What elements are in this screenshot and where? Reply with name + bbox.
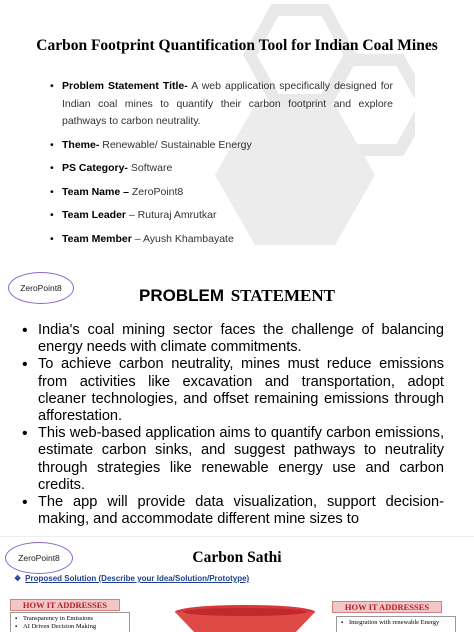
slide-title [0, 280, 474, 308]
feature-item: ▪ AI Driven Decision Making [15, 623, 125, 631]
solution-slide [0, 536, 474, 632]
item-value: A web application specifically designed for Indian coal mines to quantify their carbon footprint and explore pathways to carbon neutrality. [62, 80, 393, 127]
bullet-item: • This web-based application aims to quantify carbon emissions, estimate carbon sinks, and suggest pathways to neutrality through strategies like renewable energy use and carbon credits. [22, 425, 444, 494]
item-value: Software [127, 162, 173, 174]
right-feature-box [336, 616, 456, 632]
list-item [48, 184, 393, 202]
team-badge: ZeroPoint8 [8, 272, 74, 304]
item-label: Team Leader [62, 209, 126, 221]
bullet-item: • India's coal mining sector faces the challenge of balancing energy needs with climate commitments. [22, 322, 444, 356]
team-badge: ZeroPoint8 [5, 542, 73, 574]
item-label: PS Category- [62, 162, 128, 174]
item-value: – Ruturaj Amrutkar [126, 209, 217, 221]
slide-title: Carbon Footprint Quantification Tool for Indian Coal Mines [36, 37, 438, 54]
item-value: Renewable/ Sustainable Energy [99, 138, 252, 151]
list-item [48, 78, 393, 131]
item-label: Team Name – [62, 185, 129, 198]
list-item [48, 160, 393, 178]
how-it-addresses-label-left: HOW IT ADDRESSES [10, 599, 120, 611]
list-item [48, 231, 393, 249]
item-value: ZeroPoint8 [128, 185, 184, 198]
details-list [48, 78, 393, 254]
star-bullet-icon: ❖ [14, 574, 22, 583]
title-part: STATEMENT [230, 286, 335, 305]
item-label: Theme- [62, 138, 100, 151]
left-feature-box [10, 612, 130, 632]
bullet-item: • The app will provide data visualization, support decision-making, and accommodate different mine sizes to [22, 494, 444, 528]
proposed-solution-text: Proposed Solution (Describe your Idea/Solution/Prototype) [25, 574, 250, 583]
title-part: PROBLEM [139, 286, 225, 305]
bullet-item: • To achieve carbon neutrality, mines must reduce emissions from activities like excavation and transportation, adopt cleaner technologies, and offset remaining emissions through afforestation. [22, 356, 444, 425]
slide-title: Carbon Sathi [192, 549, 282, 566]
feature-item: ▪ Transparency in Emissions [15, 615, 125, 623]
problem-bullets [22, 322, 444, 528]
problem-statement-slide [0, 262, 474, 536]
proposed-solution-heading [14, 574, 249, 583]
title-slide [0, 0, 474, 262]
item-label: Problem Statement Title- [62, 80, 188, 92]
feature-item: ▪ Integration with renewable Energy [341, 619, 451, 627]
list-item [48, 207, 393, 225]
item-label: Team Member [62, 232, 132, 245]
item-value: – Ayush Khambayate [131, 232, 234, 245]
funnel-graphic [170, 603, 320, 632]
list-item [48, 137, 393, 155]
how-it-addresses-label-right: HOW IT ADDRESSES [332, 601, 442, 613]
